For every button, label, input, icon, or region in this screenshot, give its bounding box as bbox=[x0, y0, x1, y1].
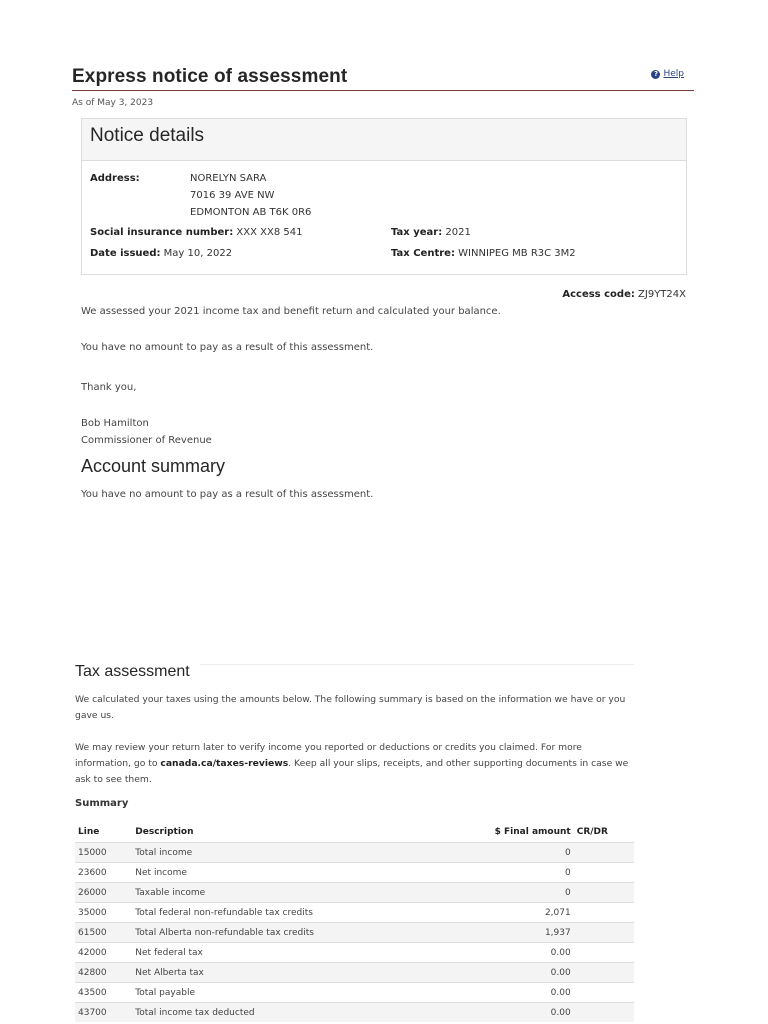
notice-details-panel bbox=[81, 118, 687, 275]
table-row bbox=[75, 923, 634, 943]
help-label[interactable]: Help bbox=[663, 69, 684, 79]
row-amount: 0.00 bbox=[421, 943, 574, 963]
tax-assessment-divider bbox=[200, 664, 634, 665]
table-row bbox=[75, 883, 634, 903]
address-line-2: 7016 39 AVE NW bbox=[190, 190, 275, 201]
row-amount: 0.00 bbox=[421, 1003, 574, 1023]
tax-centre-row bbox=[391, 248, 576, 259]
row-line: 15000 bbox=[75, 843, 132, 863]
account-summary-title: Account summary bbox=[81, 456, 226, 476]
row-crdr bbox=[574, 863, 634, 883]
row-description: Total Alberta non-refundable tax credits bbox=[132, 923, 421, 943]
row-line: 26000 bbox=[75, 883, 132, 903]
col-line: Line bbox=[78, 827, 100, 837]
row-amount: 0 bbox=[421, 863, 574, 883]
notice-details-title: Notice details bbox=[90, 125, 205, 146]
row-crdr bbox=[574, 883, 634, 903]
address-line-3: EDMONTON AB T6K 0R6 bbox=[190, 207, 312, 218]
date-issued-value: May 10, 2022 bbox=[163, 248, 233, 259]
row-description: Net Alberta tax bbox=[132, 963, 421, 983]
tax-year-value: 2021 bbox=[445, 227, 471, 238]
tax-assessment-review bbox=[75, 740, 635, 788]
signer-name: Bob Hamilton bbox=[81, 418, 149, 429]
row-line: 23600 bbox=[75, 863, 132, 883]
row-amount: 0.00 bbox=[421, 983, 574, 1003]
tax-year-row bbox=[391, 227, 471, 238]
row-crdr bbox=[574, 963, 634, 983]
row-amount: 0.00 bbox=[421, 963, 574, 983]
reviews-link[interactable]: canada.ca/taxes-reviews bbox=[160, 758, 289, 769]
col-description: Description bbox=[135, 827, 194, 837]
row-description: Net federal tax bbox=[132, 943, 421, 963]
summary-table-header bbox=[75, 822, 634, 843]
assessment-statement: We assessed your 2021 income tax and benefit return and calculated your balance. bbox=[81, 306, 501, 317]
help-icon: ? bbox=[651, 70, 660, 79]
row-description: Taxable income bbox=[132, 883, 421, 903]
access-code-label: Access code: bbox=[562, 289, 635, 300]
row-description: Net income bbox=[132, 863, 421, 883]
tax-year-label: Tax year: bbox=[391, 227, 443, 238]
thank-you: Thank you, bbox=[81, 382, 137, 393]
row-amount: 0 bbox=[421, 843, 574, 863]
table-row bbox=[75, 843, 634, 863]
tax-centre-value: WINNIPEG MB R3C 3M2 bbox=[458, 248, 576, 259]
row-description: Total payable bbox=[132, 983, 421, 1003]
row-crdr bbox=[574, 943, 634, 963]
row-crdr bbox=[574, 843, 634, 863]
row-amount: 2,071 bbox=[421, 903, 574, 923]
tax-assessment-title: Tax assessment bbox=[75, 663, 190, 680]
col-crdr: CR/DR bbox=[576, 827, 608, 837]
signer-title: Commissioner of Revenue bbox=[81, 435, 212, 446]
row-description: Total income bbox=[132, 843, 421, 863]
summary-label: Summary bbox=[75, 798, 129, 809]
no-amount-statement: You have no amount to pay as a result of this assessment. bbox=[81, 342, 374, 353]
address-label: Address: bbox=[90, 173, 140, 184]
row-crdr bbox=[574, 983, 634, 1003]
account-summary-text: You have no amount to pay as a result of this assessment. bbox=[81, 489, 374, 500]
row-crdr bbox=[574, 923, 634, 943]
table-row bbox=[75, 903, 634, 923]
notice-details-header bbox=[82, 119, 686, 161]
access-code-value: ZJ9YT24X bbox=[638, 289, 686, 300]
row-line: 42800 bbox=[75, 963, 132, 983]
table-row bbox=[75, 983, 634, 1003]
access-code bbox=[562, 289, 686, 300]
title-divider bbox=[72, 90, 694, 91]
tax-centre-label: Tax Centre: bbox=[391, 248, 455, 259]
row-description: Total income tax deducted bbox=[132, 1003, 421, 1023]
address-line-1: NORELYN SARA bbox=[190, 173, 267, 184]
date-issued-row bbox=[90, 248, 232, 259]
row-line: 35000 bbox=[75, 903, 132, 923]
review-text-post: . Keep all your slips, receipts, and other supporting documents in case we ask to see them. bbox=[75, 758, 629, 785]
row-line: 61500 bbox=[75, 923, 132, 943]
as-of-date: As of May 3, 2023 bbox=[72, 98, 154, 108]
row-line: 43500 bbox=[75, 983, 132, 1003]
table-row bbox=[75, 963, 634, 983]
tax-assessment-intro: We calculated your taxes using the amounts below. The following summary is based on the information we have or you gave us. bbox=[75, 694, 626, 721]
page-title: Express notice of assessment bbox=[72, 66, 348, 87]
table-row bbox=[75, 1003, 634, 1023]
row-line: 42000 bbox=[75, 943, 132, 963]
help-link[interactable] bbox=[651, 69, 684, 79]
table-row bbox=[75, 943, 634, 963]
sin-row bbox=[90, 227, 302, 238]
date-issued-label: Date issued: bbox=[90, 248, 161, 259]
col-amount: $ Final amount bbox=[494, 827, 571, 837]
row-crdr bbox=[574, 903, 634, 923]
table-row bbox=[75, 863, 634, 883]
summary-table bbox=[75, 822, 634, 1022]
review-text-pre: We may review your return later to verify income you reported or deductions or credits you claimed. For more information, go to bbox=[75, 742, 582, 769]
row-description: Total federal non-refundable tax credits bbox=[132, 903, 421, 923]
row-crdr bbox=[574, 1003, 634, 1023]
sin-value: XXX XX8 541 bbox=[236, 227, 303, 238]
row-amount: 1,937 bbox=[421, 923, 574, 943]
sin-label: Social insurance number: bbox=[90, 227, 234, 238]
row-amount: 0 bbox=[421, 883, 574, 903]
row-line: 43700 bbox=[75, 1003, 132, 1023]
